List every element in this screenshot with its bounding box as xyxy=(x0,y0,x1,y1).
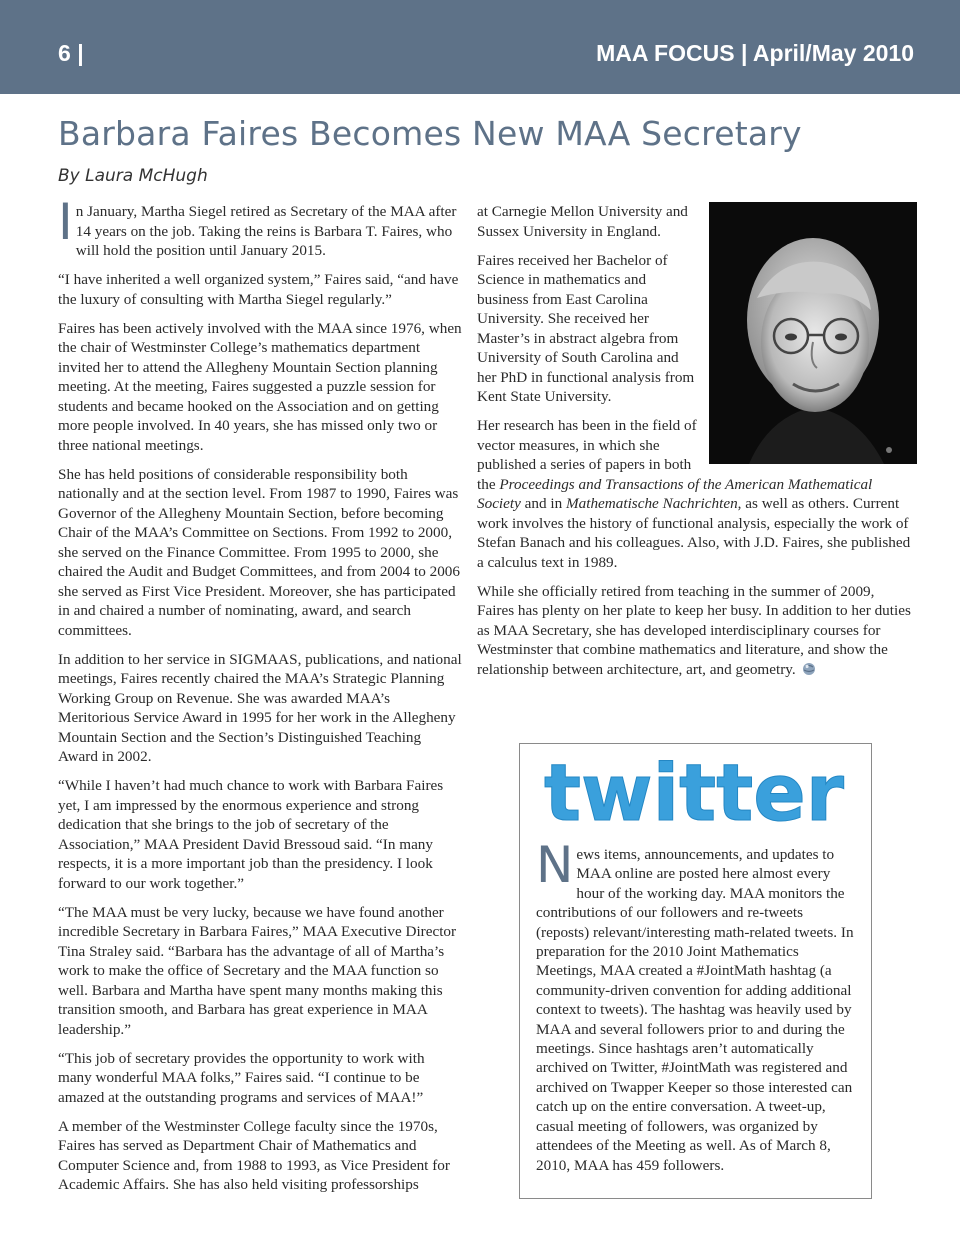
twitter-logo xyxy=(542,760,852,835)
article-paragraph: “I have inherited a well organized system,” Faires said, “and have the luxury of consulting with Martha Siegel regularly.” xyxy=(58,271,459,308)
article-paragraph: In January, Martha Siegel retired as Secretary of the MAA after 14 years on the job. Taking the reins is Barbara T. Faires, who will hold the position until January 2015. xyxy=(58,193,457,259)
journal-title: Mathematische Nachrichten xyxy=(566,495,738,512)
page-number: 6 | xyxy=(58,40,84,66)
article-paragraph: “This job of secretary provides the opportunity to work with many wonderful MAA folks,” Faires said. “I continue to be amazed at the outstanding programs and services of MAA!” xyxy=(58,1049,425,1106)
article-paragraph: Faires received her Bachelor of Science in mathematics and business from East Carolina University. She received her Master’s in abstract algebra from University of South Carolina and her PhD in functional analysis from Kent State University. xyxy=(477,251,695,405)
article-right-column xyxy=(477,202,914,691)
article-paragraph: She has held positions of considerable responsibility both nationally and at the section level. From 1987 to 1990, Faires was Governor of the Allegheny Mountain Section, before becoming Chair of the MAA’s Committee on Sections. From 1992 to 2000, she served on the Finance Committee. From 1995 to 2000, she chaired the Audit and Budget Committees, and from 2004 to 2006 she served as First Vice President. Moreover, she has participated in and chaired a number of nominating, award, and search committees. xyxy=(58,465,460,639)
article-paragraph: A member of the Westminster College faculty since the 1970s, Faires has served as Department Chair of Mathematics and Computer Science and, from 1988 to 1993, as Vice President for Academic Affairs. She has also held visiting professorships xyxy=(58,1117,450,1193)
article-paragraph: at Carnegie Mellon University and Sussex University in England. xyxy=(477,203,688,240)
article-paragraph: In addition to her service in SIGMAAS, publications, and national meetings, Faires recently chaired the MAA’s Strategic Planning Working Group on Revenue. She was awarded MAA’s Meritorious Service Award in 1995 for her work in the Allegheny Mountain Section and the Section’s Distinguished Teaching Award in 2002. xyxy=(58,650,462,765)
globe-end-icon xyxy=(802,662,816,682)
article-paragraph: “The MAA must be very lucky, because we have found another incredible Secretary in Barbara Faires,” MAA Executive Director Tina Straley said. “Barbara has the advantage of all of Martha’s work to make the office of Secretary and the MAA function so well. Barbara and Martha have spent many months making this transition smooth, and Barbara has great experience in MAA leadership.” xyxy=(58,903,457,1038)
article-left-column xyxy=(58,193,462,1204)
twitter-logo-text: twitter xyxy=(544,760,845,830)
drop-cap: N xyxy=(536,836,574,894)
article-paragraph: Her research has been in the field of vector measures, in which she published a series of papers in both the Proceedings and Transactions of the American Mathematical Society and in Mathematische Nachrichten, as well as others. Current work involves the history of functional analysis, especially the work of Stefan Banach and his colleagues. Also, with J.D. Faires, she published a calculus text in 1989. xyxy=(477,417,911,571)
article-byline: By Laura McHugh xyxy=(58,166,208,186)
article-paragraph: “While I haven’t had much chance to work with Barbara Faires yet, I am impressed by the enormous experience and strong dedication that she brings to the job of secretary of the Association,” MAA President David Bressoud said. “In many respects, it is a more important job than the presidency. I look forward to our work together.” xyxy=(58,777,444,892)
article-paragraph: While she officially retired from teaching in the summer of 2009, Faires has plenty on her plate to keep her busy. In addition to her duties as MAA Secretary, she has developed interdisciplinary courses for Westminster that combine mathematics and literature, and show the relationship between architecture, art, and geometry. xyxy=(477,582,914,682)
drop-cap: I xyxy=(58,193,73,251)
portrait-photo xyxy=(709,202,917,464)
twitter-sidebar-box xyxy=(519,743,872,1199)
article-title: Barbara Faires Becomes New MAA Secretary xyxy=(58,114,802,153)
publication-masthead: MAA FOCUS | April/May 2010 xyxy=(596,40,914,66)
twitter-sidebar-text: News items, announcements, and updates to MAA online are posted here almost every hour of the working day. MAA monitors the contributions of our followers and re-tweets (reposts) relevant/interesting math-related tweets. In preparation for the 2010 Joint Mathematics Meetings, MAA created a #JointMath hashtag (a community-driven convention for adding additional context to tweets). The hashtag was heavily used by MAA and several followers prior to and during the meetings. Since hashtags aren’t automatically archived on Twitter, #JointMath was registered and archived on Twapper Keeper so those interested can catch up on the entire conversation. A tweet-up, casual meeting of followers, was organized by attendees of the Meeting as well. As of March 8, 2010, MAA has 459 followers. xyxy=(536,836,854,1174)
journal-title: Proceedings and Transactions of the American Mathematical Society xyxy=(477,475,873,512)
header-banner xyxy=(0,0,960,94)
article-paragraph: Faires has been actively involved with the MAA since 1976, when the chair of Westminster College’s mathematics department invited her to attend the Allegheny Mountain Section planning meeting. At the meeting, Faires suggested a puzzle session for students and became hooked on the Association and on getting more people involved. In 40 years, she has missed only two or three national meetings. xyxy=(58,319,462,454)
